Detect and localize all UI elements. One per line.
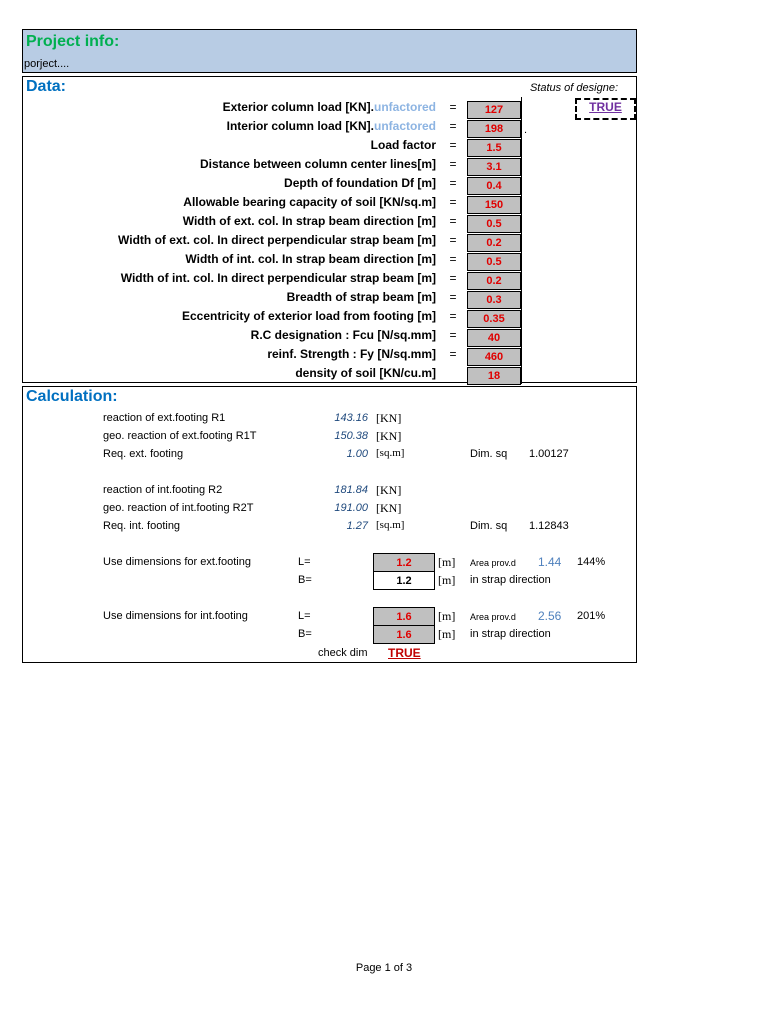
int-breadth-unit: [m] [438,627,456,641]
stray-dot: . [524,124,528,136]
dim-ext-label: Dim. sq [470,448,508,460]
data-row-label-text: Depth of foundation Df [m] [284,176,436,190]
int-direction-label: in strap direction [470,628,551,640]
req-int-value: 1.27 [346,520,368,532]
r2-label: reaction of int.footing R2 [103,484,223,496]
data-row-equals: = [449,252,457,266]
data-row-label-text: Width of ext. col. In strap beam direction [m] [182,214,436,228]
r2t-value: 191.00 [334,502,368,514]
r1-unit: [KN] [376,411,402,425]
data-row-label [182,309,436,323]
data-row-equals: = [449,119,457,133]
r1t-label: geo. reaction of ext.footing R1T [103,430,257,442]
data-row-label [284,176,436,190]
int-breadth-input[interactable]: 1.6 [373,625,435,644]
data-row-input[interactable]: 40 [467,329,521,347]
data-row-label-text: Breadth of strap beam [m] [286,290,436,304]
int-length-unit: [m] [438,609,456,623]
data-row-input[interactable]: 18 [467,367,521,385]
data-row-input[interactable]: 198 [467,120,521,138]
use-int-b-label: B= [298,628,312,640]
req-int-unit: [sq.m] [376,519,405,531]
ext-area-value: 1.44 [538,555,562,569]
data-row-input[interactable]: 0.3 [467,291,521,309]
ext-breadth-unit: [m] [438,573,456,587]
status-label: Status of designe: [529,82,618,94]
data-row-label [267,347,436,361]
dim-ext-value: 1.00127 [529,448,569,460]
data-row-input[interactable]: 0.2 [467,272,521,290]
ext-breadth-value: 1.2 [373,571,435,590]
data-row-label-text: reinf. Strength : Fy [N/sq.mm] [267,347,436,361]
data-row-equals: = [449,233,457,247]
data-row-equals: = [449,214,457,228]
r1t-unit: [KN] [376,429,402,443]
data-row-label [295,366,436,380]
data-row-input[interactable]: 3.1 [467,158,521,176]
ext-length-unit: [m] [438,555,456,569]
data-row-label-text: Width of int. col. In direct perpendicular strap beam [m] [120,271,436,285]
data-row-label [118,233,436,247]
ext-direction-label: in strap direction [470,574,551,586]
r2t-unit: [KN] [376,501,402,515]
input-column-divider [521,97,522,384]
r1t-value: 150.38 [334,430,368,442]
check-dim-label: check dim [318,647,368,659]
data-row-label [183,214,436,228]
data-row-label [183,195,436,209]
r2-unit: [KN] [376,483,402,497]
data-row-equals: = [449,157,457,171]
data-row-equals: = [449,176,457,190]
data-row-equals: = [449,328,457,342]
dim-int-label: Dim. sq [470,520,508,532]
data-row-label-text: Allowable bearing capacity of soil [KN/sq.m] [183,195,436,209]
data-row-label [251,328,436,342]
data-row-label-text: density of soil [KN/cu.m] [295,366,436,380]
data-row-input[interactable]: 1.5 [467,139,521,157]
data-row-label-text: Exterior column load [KN]. [222,100,374,114]
ext-length-input[interactable]: 1.2 [373,553,435,572]
req-ext-value: 1.00 [346,448,368,460]
data-row-suffix: unfactored [373,100,436,114]
data-row-equals: = [449,271,457,285]
use-ext-b-label: B= [298,574,312,586]
req-ext-unit: [sq.m] [376,447,405,459]
int-area-value: 2.56 [538,609,562,623]
data-row-label [121,271,436,285]
req-ext-label: Req. ext. footing [103,448,184,460]
r2t-label: geo. reaction of int.footing R2T [103,502,254,514]
int-length-input[interactable]: 1.6 [373,607,435,626]
r2-value: 181.84 [334,484,368,496]
status-value: TRUE [589,100,622,114]
data-row-equals: = [449,309,457,323]
data-row-equals: = [449,100,457,114]
data-row-input[interactable]: 0.35 [467,310,521,328]
check-dim-value: TRUE [388,646,421,660]
data-row-input[interactable]: 0.2 [467,234,521,252]
int-area-label: Area prov.d [470,612,516,622]
data-row-label-text: Width of int. col. In strap beam direction [m] [185,252,436,266]
ext-area-label: Area prov.d [470,558,516,568]
data-row-equals: = [449,290,457,304]
data-row-input[interactable]: 0.5 [467,253,521,271]
data-row-label-text: R.C designation : Fcu [N/sq.mm] [250,328,436,342]
project-name[interactable]: porject.... [24,58,70,70]
data-row-label [200,157,436,171]
data-row-input[interactable]: 127 [467,101,521,119]
data-row-equals: = [449,347,457,361]
data-row-label [287,290,436,304]
data-row-label [371,138,436,152]
r1-label: reaction of ext.footing R1 [103,412,226,424]
data-row-label-text: Interior column load [KN]. [226,119,374,133]
data-row-input[interactable]: 150 [467,196,521,214]
use-ext-label: Use dimensions for ext.footing [103,556,251,568]
r1-value: 143.16 [334,412,368,424]
data-row-label-text: Eccentricity of exterior load from footing [m] [181,309,436,323]
data-row-label [185,252,436,266]
data-row-input[interactable]: 0.4 [467,177,521,195]
data-row-label-text: Distance between column center lines[m] [199,157,436,171]
data-row-suffix: unfactored [373,119,436,133]
data-row-label-text: Width of ext. col. In direct perpendicular strap beam [m] [118,233,436,247]
dim-int-value: 1.12843 [529,520,569,532]
calculation-section-title: Calculation: [26,388,118,405]
data-row-input[interactable]: 0.5 [467,215,521,233]
data-row-input[interactable]: 460 [467,348,521,366]
ext-area-percent: 144% [577,556,606,568]
use-int-l-label: L= [298,610,311,622]
int-area-percent: 201% [577,610,606,622]
project-info-title: Project info: [26,33,120,50]
data-row-equals: = [449,195,457,209]
data-row-label-text: Load factor [370,138,436,152]
page-footer: Page 1 of 3 [355,962,413,974]
data-row-equals: = [449,138,457,152]
data-row-label [227,119,436,133]
use-ext-l-label: L= [298,556,311,568]
data-row-label [223,100,436,114]
req-int-label: Req. int. footing [103,520,181,532]
use-int-label: Use dimensions for int.footing [103,610,248,622]
data-section-title: Data: [26,78,67,95]
